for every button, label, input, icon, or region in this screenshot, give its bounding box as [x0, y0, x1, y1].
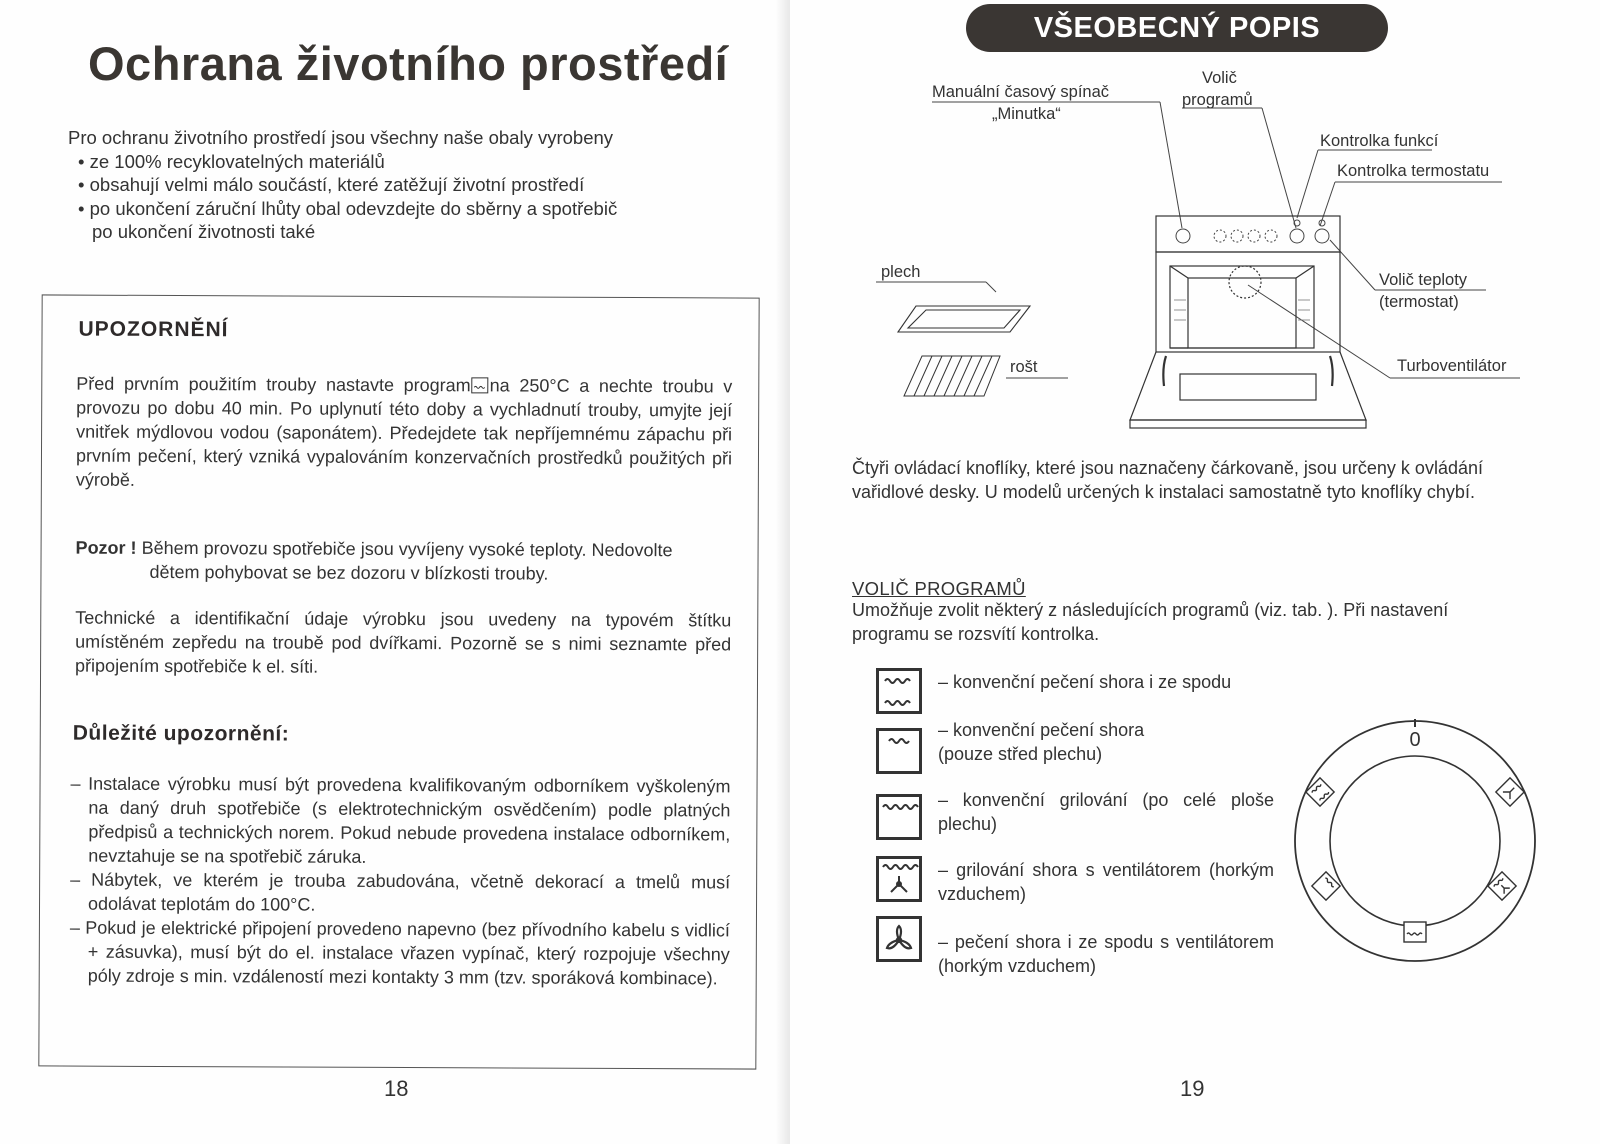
page-left: [0, 0, 790, 1144]
fan-grill-icon: [876, 856, 922, 902]
list-item: – Nábytek, ve kterém je trouba zabudována, včetně dekorací a tmelů musí odolávat teplotám do 100°C.: [70, 869, 731, 915]
top-heat-icon: [876, 728, 922, 774]
program-selector-heading: VOLIČ PROGRAMŮ: [852, 578, 1026, 599]
label-program-selector-2: programů: [1182, 91, 1253, 109]
intro-bullet: • ze 100% recyklovatelných materiálů: [78, 150, 385, 172]
label-tray: plech: [881, 263, 921, 281]
intro-bullet: • obsahují velmi málo součástí, které zatěžují životní prostředí: [78, 174, 585, 195]
program-text: – grilování shora s ventilátorem (horkým vzduchem): [938, 860, 1274, 904]
section-header: VŠEOBECNÝ POPIS: [966, 4, 1388, 52]
program-dial: [1290, 716, 1540, 966]
warning-heading: UPOZORNĚNÍ: [78, 317, 229, 342]
important-heading: Důležité upozornění:: [72, 721, 290, 746]
list-item: – Instalace výrobku musí být provedena kvalifikovaným odborníkem vyškoleným na daný druh spotřebiče (s elektrotechnickým osvědčením) podle platných předpisů a technických norem. Pokud nebude provedena instalace odborníkem, nevztahuje se na spotřebič záruka.: [70, 773, 731, 867]
warning-box: [38, 294, 759, 1069]
dial-grill-icon: [1404, 922, 1426, 942]
intro-bullet-continuation: po ukončení životnosti také: [92, 221, 316, 242]
label-timer-name: „Minutka“: [992, 105, 1061, 123]
fan-icon: [876, 916, 922, 962]
label-thermostat-lamp: Kontrolka termostatu: [1337, 162, 1490, 180]
page-right: [790, 0, 1600, 1144]
program-selector-text: Umožňuje zvolit některý z následujících programů (viz. tab. ). Při nastavení programu se rozsvítí kontrolka.: [852, 600, 1449, 644]
label-thermostat: (termostat): [1379, 293, 1459, 311]
page-title: Ochrana životního prostředí: [88, 37, 729, 90]
label-function-lamp: Kontrolka funkcí: [1320, 132, 1439, 150]
intro-text: [68, 126, 708, 244]
important-list: [70, 772, 731, 991]
dial-top-heat-icon: [1312, 872, 1340, 900]
page-number: 18: [384, 1076, 409, 1101]
label-fan: Turboventilátor: [1397, 357, 1507, 375]
grill-icon: [876, 794, 922, 840]
program-text: – konvenční grilování (po celé ploše plechu): [938, 790, 1274, 834]
label-temperature-selector: Volič teploty: [1379, 271, 1468, 289]
caution-label: Pozor !: [75, 537, 137, 558]
intro-bullet: • po ukončení záruční lhůty obal odevzdejte do sběrny a spotřebič: [78, 197, 618, 219]
top-bottom-heat-icon: [876, 668, 922, 714]
description-paragraph: Čtyři ovládací knoflíky, které jsou naznačeny čárkovaně, jsou určeny k ovládání vařidlové desky. U modelů určených k instalaci samostatně tyto knoflíky chybí.: [852, 458, 1483, 502]
caution-paragraph: Pozor ! Během provozu spotřebiče jsou vyvíjeny vysoké teploty. Nedovolte dětem pohybovat se bez dozoru v blízkosti trouby.: [75, 537, 673, 584]
intro-lead: Pro ochranu životního prostředí jsou všechny naše obaly vyrobeny: [68, 127, 614, 148]
technical-data-paragraph: Technické a identifikační údaje výrobku jsou uvedeny na typovém štítku umístěném zepředu na troubě pod dvířkami. Pozorně se s nimi seznamte před připojením spotřebiče k el. síti.: [75, 607, 732, 677]
program-text: – pečení shora i ze spodu s ventilátorem (horkým vzduchem): [938, 932, 1274, 976]
label-program-selector: Volič: [1202, 69, 1237, 87]
grill-icon: [472, 377, 489, 393]
list-item: – Pokud je elektrické připojení provedeno napevno (bez přívodního kabelu s vidlicí + zásuvka), musí být do el. instalace vřazen vypínač, který rozpojuje všechny póly zdroje s min. vzdáleností mezi kontakty 3 mm (tzv. sporáková kombinace).: [69, 917, 730, 989]
program-text: – konvenční pečení shora (pouze střed plechu): [938, 720, 1145, 764]
dial-zero-mark: 0: [1409, 729, 1421, 751]
page-number: 19: [1180, 1076, 1205, 1101]
label-timer: Manuální časový spínač: [932, 83, 1110, 101]
warning-paragraph: Před prvním použitím trouby nastavte program na 250°C a nechte troubu v provozu po dobu 40 min. Po uplynutí této doby a vychladnutí trouby, umyjte její vnitřek mýdlovou vodou (saponátem). Předejdete tak nepříjemnému zápachu při prvním pečení, který vzniká vypalováním konzervačních prostředků použitých při výrobě.: [75, 373, 733, 490]
label-rack: rošt: [1010, 358, 1038, 376]
program-text: – konvenční pečení shora i ze spodu: [938, 672, 1232, 692]
